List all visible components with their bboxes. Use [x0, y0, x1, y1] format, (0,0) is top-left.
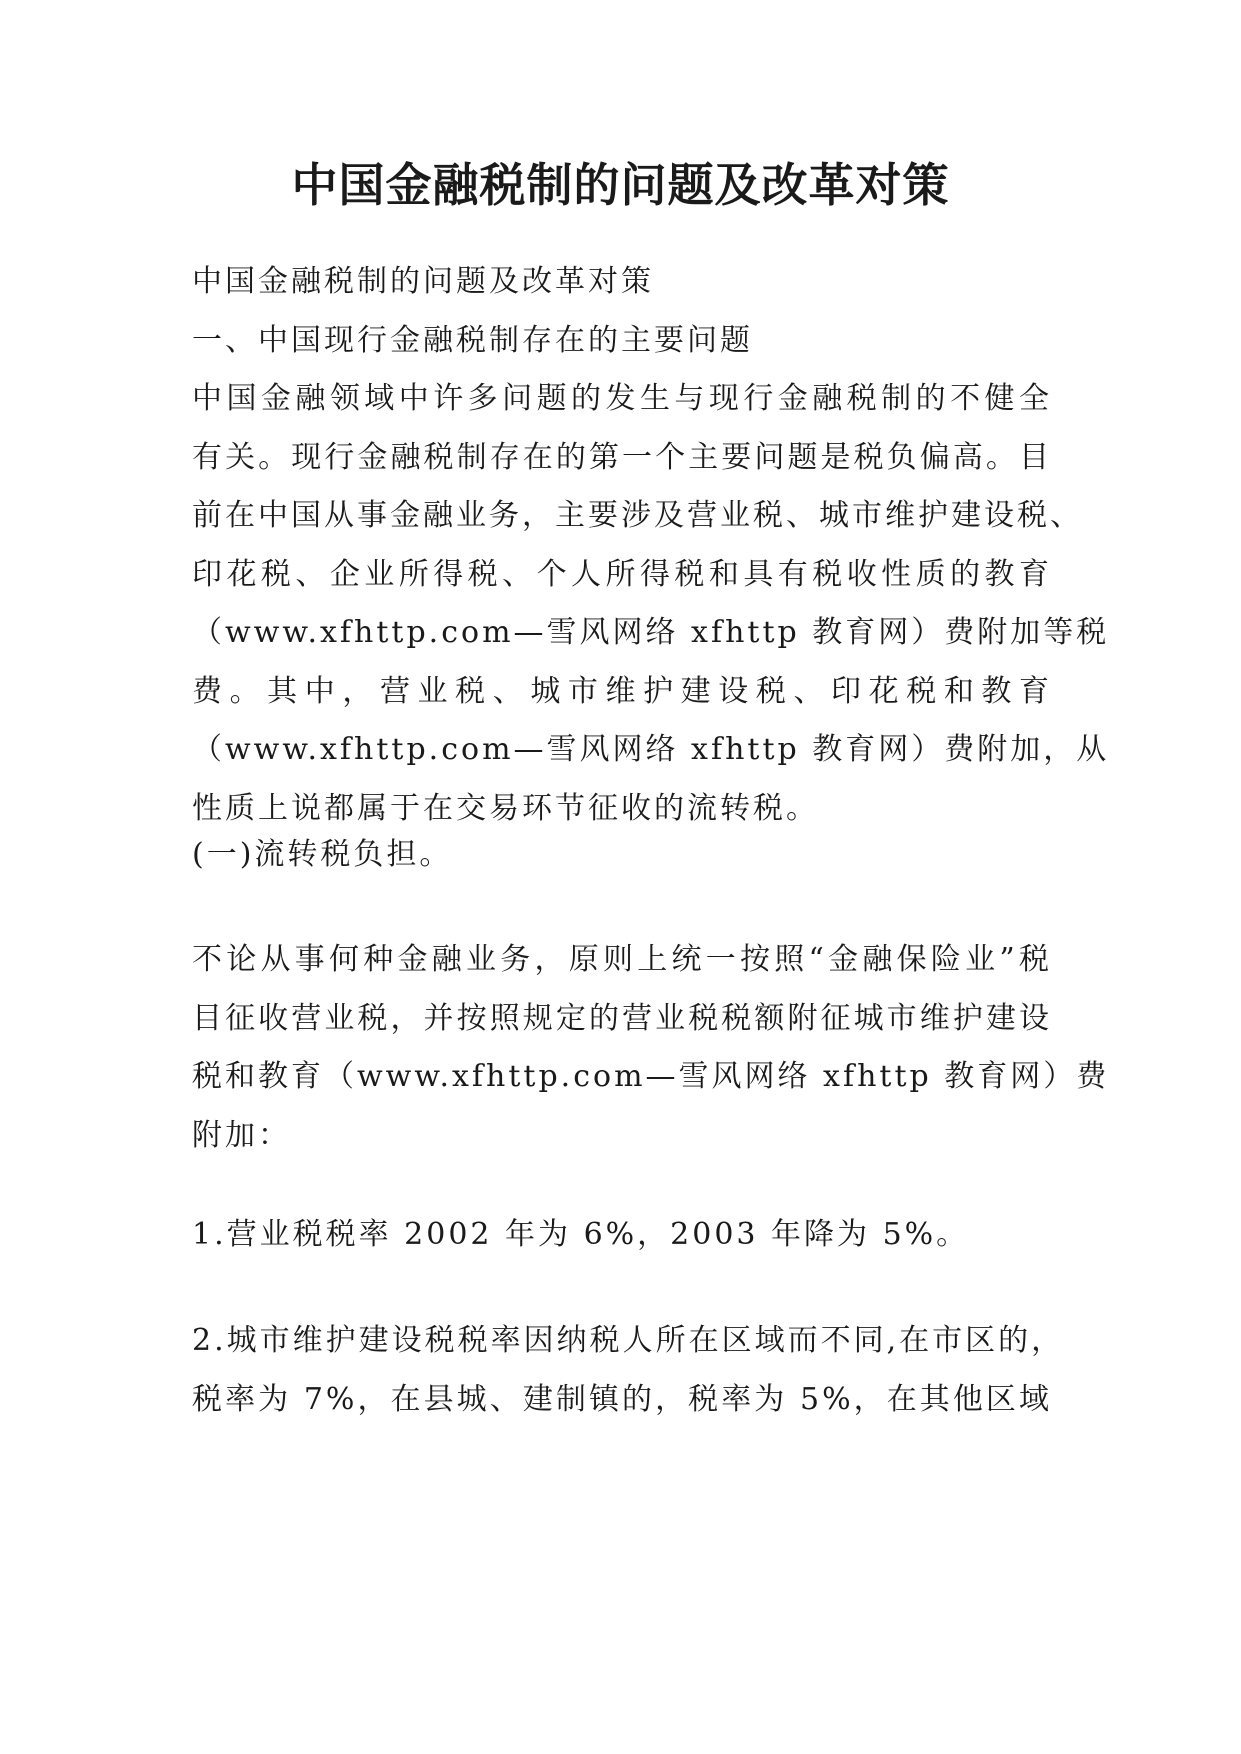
text-line: 费。其中，营业税、城市维护建设税、印花税和教育 — [192, 673, 1052, 709]
text-line: (一)流转税负担。 — [192, 837, 453, 872]
text-line: 中国金融领域中许多问题的发生与现行金融税制的不健全 — [192, 381, 1052, 416]
list-item-1 — [192, 1206, 1052, 1265]
text-line: 前在中国从事金融业务，主要涉及营业税、城市维护建设税、 — [192, 498, 1083, 533]
text-line: （www.xfhttp.com—雪风网络 xfhttp 教育网）费附加等税 — [192, 615, 1110, 650]
text-line: 有关。现行金融税制存在的第一个主要问题是税负偏高。目 — [192, 439, 1052, 475]
paragraph-business-tax — [192, 931, 1110, 1165]
text-line: （www.xfhttp.com—雪风网络 xfhttp 教育网）费附加，从 — [192, 732, 1110, 767]
paragraph-intro — [192, 253, 1110, 838]
text-line: 1.营业税税率 2002 年为 6%，2003 年降为 5%。 — [192, 1217, 970, 1252]
text-line: 性质上说都属于在交易环节征收的流转税。 — [192, 790, 819, 826]
text-line: 附加： — [192, 1117, 291, 1153]
text-line: 税率为 7%，在县城、建制镇的，税率为 5%，在其他区域 — [192, 1381, 1052, 1417]
document-title: 中国金融税制的问题及改革对策 — [291, 158, 950, 212]
text-line: 2.城市维护建设税税率因纳税人所在区域而不同,在市区的， — [192, 1323, 1065, 1358]
section-heading — [192, 826, 1052, 885]
text-line: 目征收营业税，并按照规定的营业税税额附征城市维护建设 — [192, 1000, 1052, 1036]
list-item-2 — [192, 1312, 1065, 1429]
text-line: 中国金融税制的问题及改革对策 — [192, 264, 654, 299]
text-line: 税和教育（www.xfhttp.com—雪风网络 xfhttp 教育网）费 — [192, 1059, 1110, 1094]
text-line: 印花税、企业所得税、个人所得税和具有税收性质的教育 — [192, 556, 1052, 592]
text-line: 不论从事何种金融业务，原则上统一按照“金融保险业”税 — [192, 942, 1052, 977]
text-line: 一、中国现行金融税制存在的主要问题 — [192, 322, 753, 358]
